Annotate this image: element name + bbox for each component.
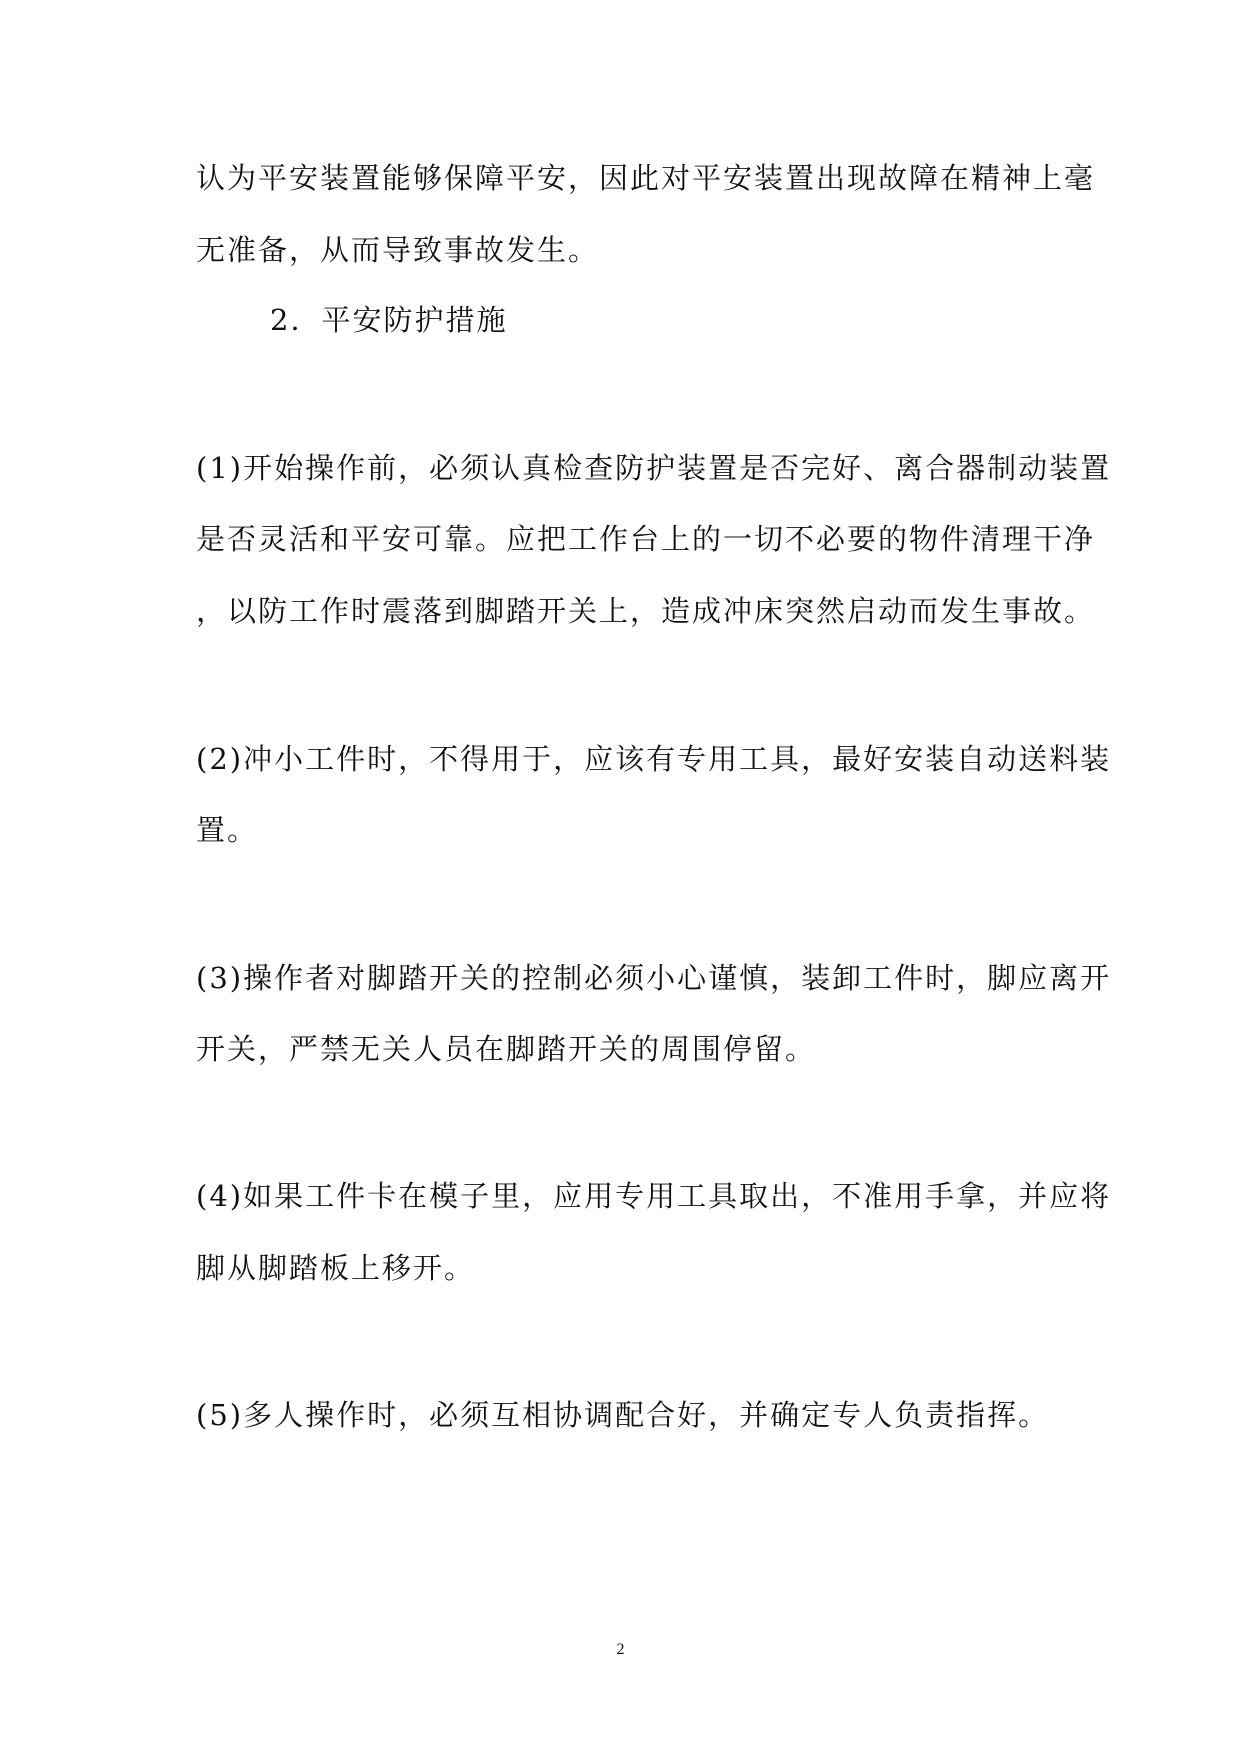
paragraph-1-line-2: 是否灵活和平安可靠。应把工作台上的一切不必要的物件清理干净 [196, 522, 1096, 556]
section-heading: 2．平安防护措施 [270, 303, 508, 337]
paragraph-2-line-1: (2)冲小工件时，不得用于，应该有专用工具，最好安装自动送料装 [196, 742, 1112, 776]
continuation-line-1: 认为平安装置能够保障平安，因此对平安装置出现故障在精神上毫 [196, 161, 1096, 195]
paragraph-3-line-2: 开关，严禁无关人员在脚踏开关的周围停留。 [196, 1032, 817, 1066]
paragraph-4-line-2: 脚从脚踏板上移开。 [196, 1251, 476, 1285]
paragraph-1-line-3: ，以防工作时震落到脚踏开关上，造成冲床突然启动而发生事故。 [196, 594, 1096, 628]
paragraph-4-line-1: (4)如果工件卡在模子里，应用专用工具取出，不准用手拿，并应将 [196, 1179, 1112, 1213]
paragraph-2-line-2: 置。 [196, 813, 259, 847]
page-number: 2 [616, 1641, 625, 1658]
continuation-line-2: 无准备，从而导致事故发生。 [196, 233, 600, 267]
paragraph-3-line-1: (3)操作者对脚踏开关的控制必须小心谨慎，装卸工件时，脚应离开 [196, 961, 1112, 995]
paragraph-5-line-1: (5)多人操作时，必须互相协调配合好，并确定专人负责指挥。 [196, 1398, 1050, 1432]
paragraph-1-line-1: (1)开始操作前，必须认真检查防护装置是否完好、离合器制动装置 [196, 451, 1112, 485]
